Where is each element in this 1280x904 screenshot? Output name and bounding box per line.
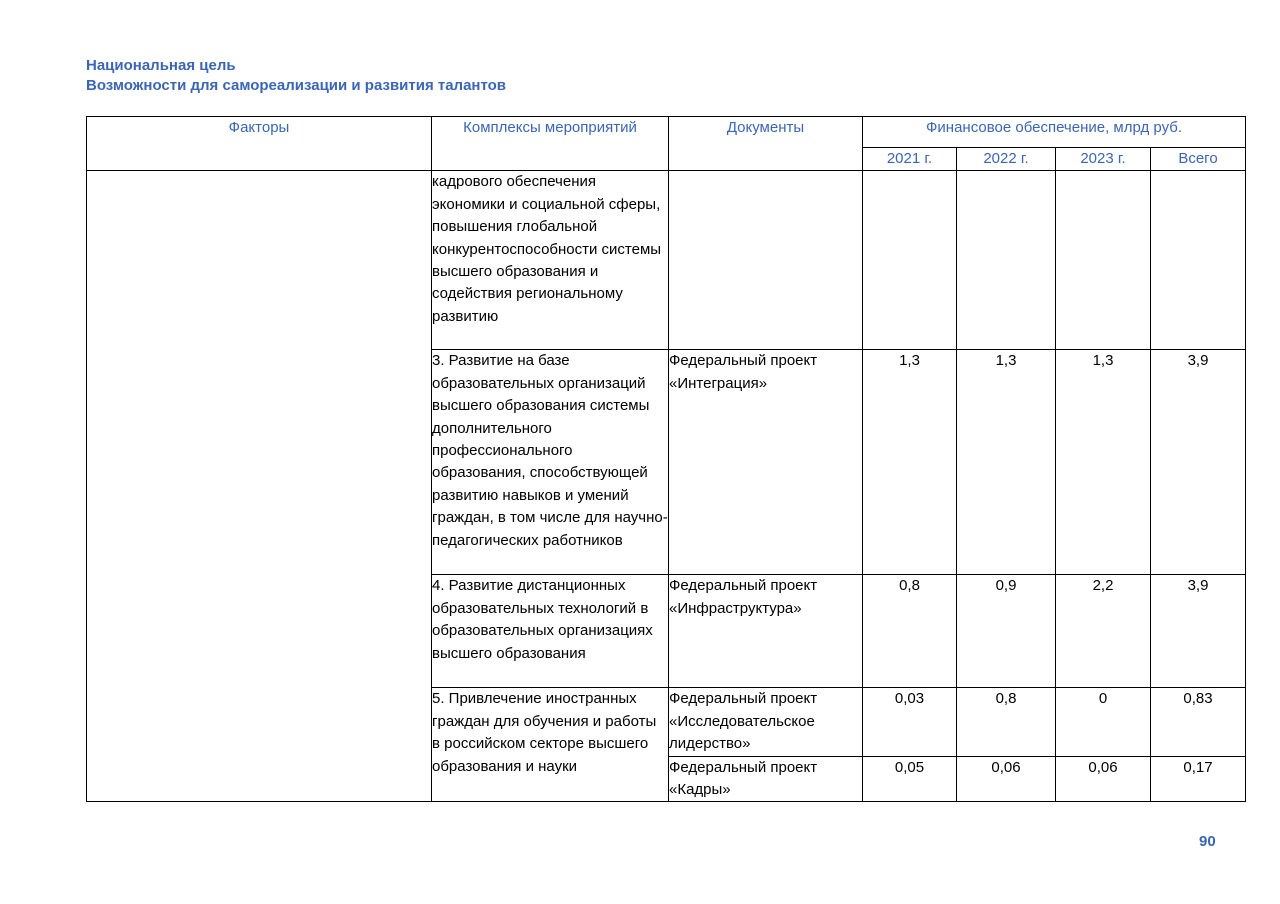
col-header-documents: Документы — [669, 117, 863, 171]
measures-table — [86, 116, 1246, 802]
col-header-2021: 2021 г. — [863, 148, 957, 171]
col-header-complexes: Комплексы мероприятий — [432, 117, 669, 171]
value-total — [1151, 171, 1246, 350]
value-2021: 0,05 — [863, 756, 957, 802]
document-cell: Федеральный проект «Инфраструктура» — [669, 575, 863, 688]
col-header-2022: 2022 г. — [957, 148, 1056, 171]
value-total: 0,83 — [1151, 688, 1246, 756]
col-header-2023: 2023 г. — [1056, 148, 1151, 171]
value-total: 0,17 — [1151, 756, 1246, 802]
value-2022: 1,3 — [957, 350, 1056, 575]
value-2022: 0,9 — [957, 575, 1056, 688]
value-2021: 1,3 — [863, 350, 957, 575]
page-header — [86, 56, 506, 96]
document-cell: Федеральный проект «Исследовательское лидерство» — [669, 688, 863, 756]
value-2021 — [863, 171, 957, 350]
factors-cell — [87, 171, 432, 802]
col-header-finance: Финансовое обеспечение, млрд руб. — [863, 117, 1246, 148]
value-2021: 0,03 — [863, 688, 957, 756]
document-cell — [669, 171, 863, 350]
value-2023: 2,2 — [1056, 575, 1151, 688]
value-2023: 0 — [1056, 688, 1151, 756]
value-2023 — [1056, 171, 1151, 350]
national-goal-title: Возможности для самореализации и развития талантов — [86, 77, 507, 94]
national-goal-label: Национальная цель — [86, 57, 236, 74]
complex-cell: 4. Развитие дистанционных образовательных технологий в образовательных организациях высшего образования — [432, 575, 669, 688]
value-total: 3,9 — [1151, 350, 1246, 575]
complex-cell: 5. Привлечение иностранных граждан для обучения и работы в российском секторе высшего образования и науки — [432, 688, 669, 802]
col-header-factors: Факторы — [87, 117, 432, 171]
page-number: 90 — [1199, 833, 1216, 850]
value-total: 3,9 — [1151, 575, 1246, 688]
value-2022: 0,06 — [957, 756, 1056, 802]
complex-cell: кадрового обеспечения экономики и социальной сферы, повышения глобальной конкурентоспособности системы высшего образования и содействия региональному развитию — [432, 171, 669, 350]
value-2022 — [957, 171, 1056, 350]
document-cell: Федеральный проект «Кадры» — [669, 756, 863, 802]
table-row — [87, 171, 1246, 350]
value-2022: 0,8 — [957, 688, 1056, 756]
col-header-total: Всего — [1151, 148, 1246, 171]
complex-cell: 3. Развитие на базе образовательных организаций высшего образования системы дополнительного профессионального образования, способствующей развитию навыков и умений граждан, в том числе для научно-педагогических работников — [432, 350, 669, 575]
value-2023: 1,3 — [1056, 350, 1151, 575]
document-cell: Федеральный проект «Интеграция» — [669, 350, 863, 575]
value-2023: 0,06 — [1056, 756, 1151, 802]
value-2021: 0,8 — [863, 575, 957, 688]
